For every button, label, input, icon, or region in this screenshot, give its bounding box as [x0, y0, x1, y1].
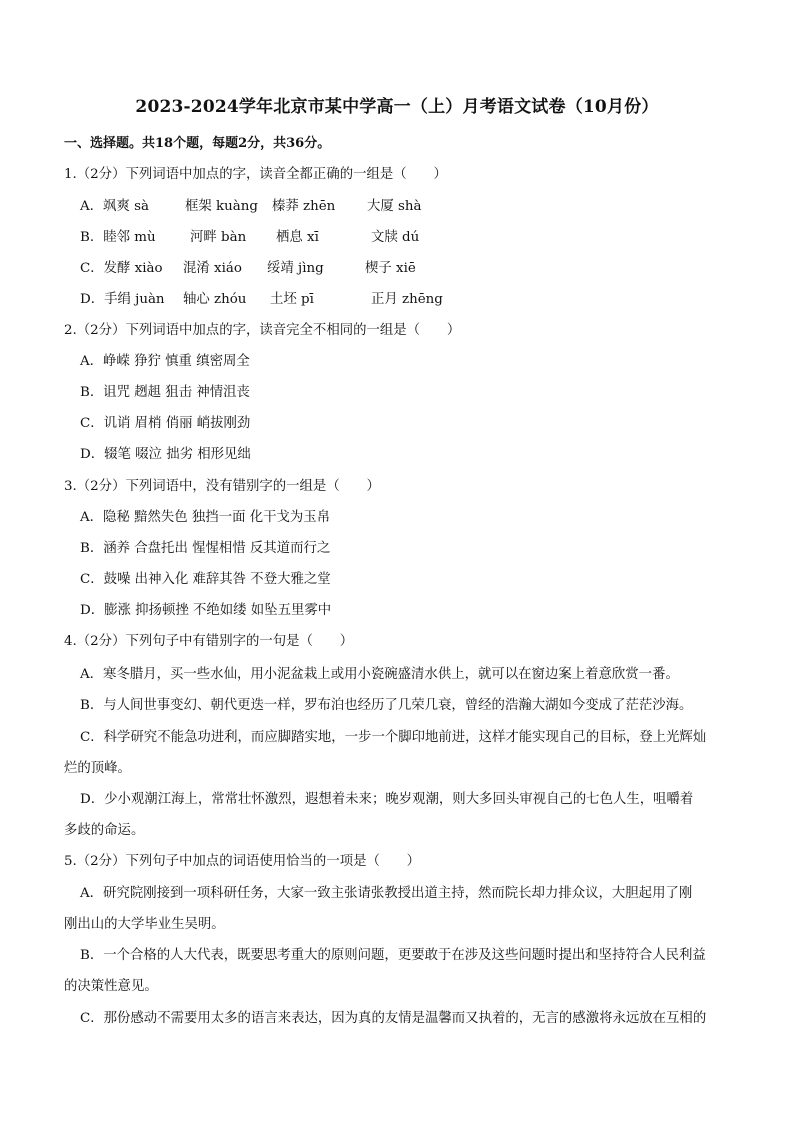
- question-4-option-d-continued: 多歧的命运。: [64, 823, 145, 838]
- option-word: 栖息 xī: [276, 230, 319, 245]
- question-3-stem: 3.（2分）下列词语中，没有错别字的一组是（ ）: [64, 479, 380, 494]
- option-word: 河畔 bàn: [190, 230, 247, 245]
- question-2-stem: 2.（2分）下列词语中加点的字，读音完全不相同的一组是（ ）: [64, 323, 461, 338]
- question-4-stem: 4.（2分）下列句子中有错别字的一句是（ ）: [64, 634, 354, 649]
- question-2-option-d: D．辍笔 啜泣 拙劣 相形见绌: [80, 447, 251, 462]
- question-4-option-c-continued: 烂的顶峰。: [64, 761, 131, 776]
- option-word: 大厦 shà: [367, 199, 422, 214]
- option-word: B．睦邻 mù: [80, 230, 156, 245]
- question-5-option-b-continued: 的决策性意见。: [64, 979, 158, 994]
- option-word: C．发酵 xiào: [80, 261, 163, 276]
- question-5-option-a: A．研究院刚接到一项科研任务，大家一致主张请张教授出道主持，然而院长却力排众议，大胆起用了刚: [80, 886, 693, 901]
- question-5-option-b: B．一个合格的人大代表，既要思考重大的原则问题，更要敢于在涉及这些问题时提出和坚持符合人民利益: [80, 948, 706, 963]
- option-word: 榛莽 zhēn: [272, 199, 336, 214]
- option-word: 正月 zhēng: [371, 292, 443, 307]
- option-word: 绥靖 jìng: [267, 261, 324, 276]
- question-5-stem: 5.（2分）下列句子中加点的词语使用恰当的一项是（ ）: [64, 854, 421, 869]
- question-3-option-c: C．鼓噪 出神入化 难辞其咎 不登大雅之堂: [80, 572, 331, 587]
- option-word: D．手绢 juàn: [80, 292, 165, 307]
- question-3-option-a: A．隐秘 黯然失色 独挡一面 化干戈为玉帛: [80, 510, 331, 525]
- question-2-option-a: A．峥嵘 狰狞 慎重 缜密周全: [80, 354, 250, 369]
- option-word: 土坯 pī: [270, 292, 314, 307]
- question-2-option-c: C．讥诮 眉梢 俏丽 峭拔刚劲: [80, 416, 251, 431]
- question-3-option-d: D．膨涨 抑扬顿挫 不绝如缕 如坠五里雾中: [80, 603, 332, 618]
- question-3-option-b: B．涵养 合盘托出 惺惺相惜 反其道而行之: [80, 541, 331, 556]
- option-word: 文牍 dú: [371, 230, 420, 245]
- section-heading: 一、选择题。共18个题，每题2分，共36分。: [64, 136, 331, 151]
- option-word: 楔子 xiē: [365, 261, 416, 276]
- question-4-option-c: C．科学研究不能急功进利，而应脚踏实地，一步一个脚印地前进，这样才能实现自己的目标，登上光辉灿: [80, 730, 707, 745]
- page-title: 2023-2024学年北京市某中学高一（上）月考语文试卷（10月份）: [135, 97, 659, 117]
- question-4-option-a: A．寒冬腊月，买一些水仙，用小泥盆栽上或用小瓷碗盛清水供上，就可以在窗边案上着意欣赏一番。: [80, 667, 679, 682]
- question-2-option-b: B．诅咒 趔趄 狙击 神情沮丧: [80, 385, 250, 400]
- option-word: 框架 kuàng: [185, 199, 258, 214]
- question-4-option-d: D．少小观潮江海上，常常壮怀激烈，遐想着未来；晚岁观潮，则大多回头审视自己的七色人生，咀嚼着: [80, 792, 694, 807]
- question-4-option-b: B．与人间世事变幻、朝代更迭一样，罗布泊也经历了几荣几衰，曾经的浩瀚大湖如今变成了茫茫沙海。: [80, 698, 693, 713]
- option-word: 轴心 zhóu: [183, 292, 247, 307]
- question-5-option-c: C．那份感动不需要用太多的语言来表达，因为真的友情是温馨而又执着的，无言的感激将永远放在互相的: [80, 1011, 707, 1026]
- question-1-stem: 1.（2分）下列词语中加点的字，读音全都正确的一组是（ ）: [64, 167, 447, 182]
- option-word: A．飒爽 sà: [80, 199, 149, 214]
- question-5-option-a-continued: 刚出山的大学毕业生吴明。: [64, 917, 225, 932]
- option-word: 混淆 xiáo: [183, 261, 242, 276]
